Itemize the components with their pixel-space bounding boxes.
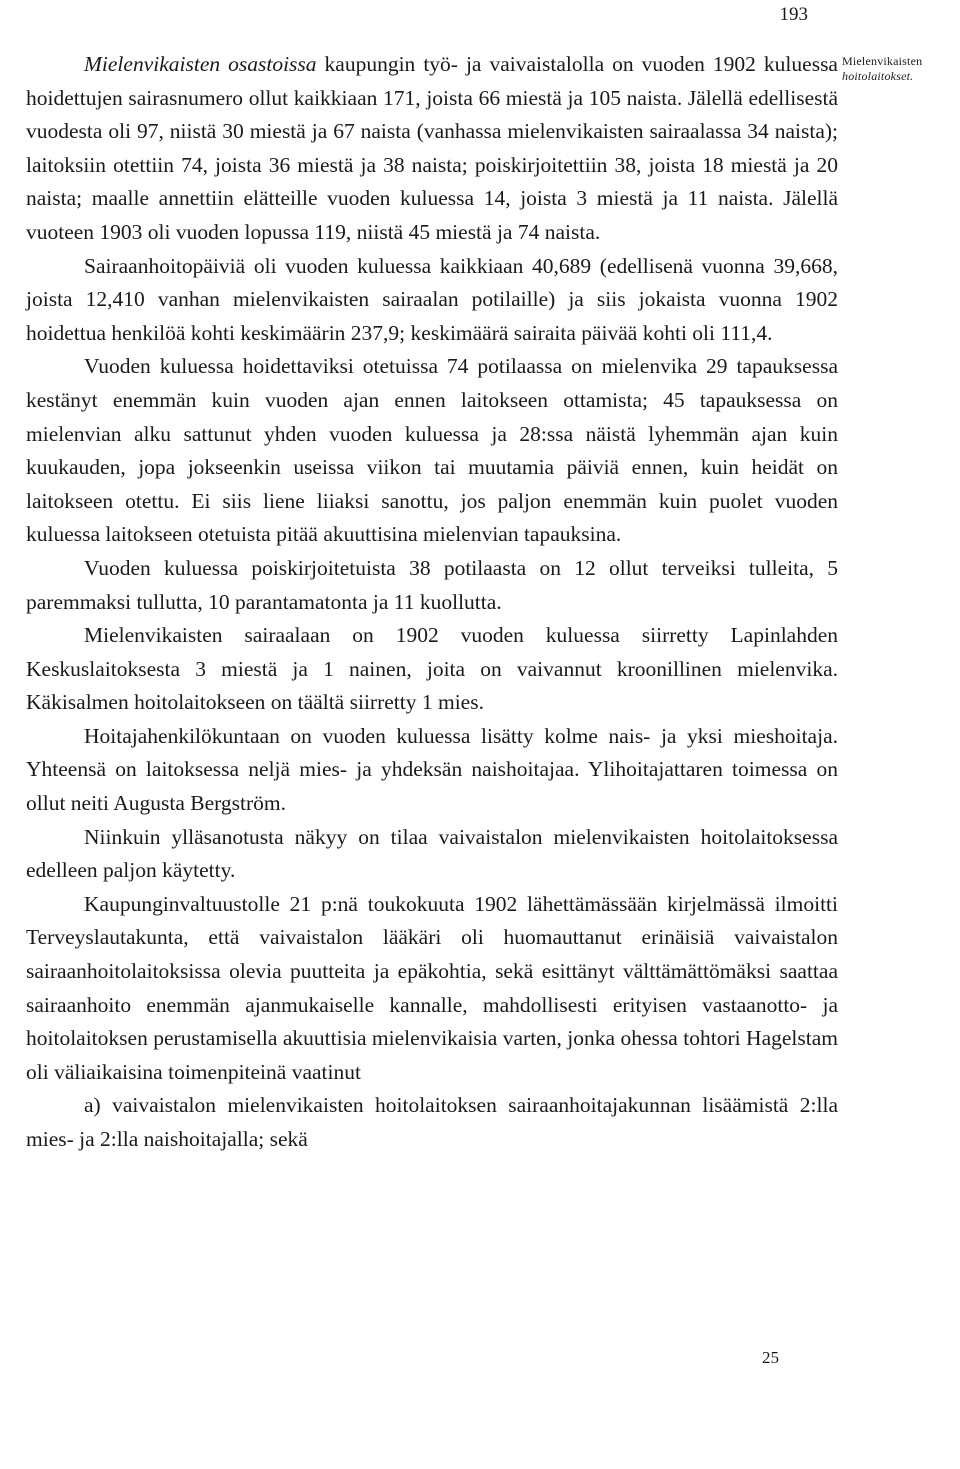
paragraph: Kaupunginvaltuustolle 21 p:nä toukokuuta 1902 lähettämässään kirjelmässä ilmoitti Terveyslautakunta, että vaivaistalon lääkäri oli huomauttanut erinäisiä vaivaistalon sairaanhoitolaitoksissa olevia puutteita ja epäkohtia, sekä esittänyt välttämättömäksi saattaa sairaanhoito enemmän ajanmukaiselle kannalle, mahdollisesti erityisen vastaanotto- ja hoitolaitoksen perustamisella akuuttisia mielenvikaisia varten, jonka ohessa tohtori Hagelstam oli väliaikaisina toimenpiteinä vaatinut [26,891,838,1084]
paragraph-lead: Mielenvikaisten osastoissa [84,52,317,76]
paragraph: Niinkuin ylläsanotusta näkyy on tilaa vaivaistalon mielenvikaisten hoitolaitoksessa edelleen paljon käytetty. [26,824,838,883]
paragraph: Vuoden kuluessa hoidettaviksi otetuissa 74 potilaassa on mielenvika 29 tapauksessa kestänyt enemmän kuin vuoden ajan ennen laitokseen ottamista; 45 tapauksessa on mielenvian alku sattunut yhden vuoden kuluessa ja 28:ssa näistä lyhemmän ajan kuin kuukauden, jopa jokseenkin useissa viikon tai muutamia päiviä ennen, kuin heidät on laitokseen otettu. Ei siis liene liiaksi sanottu, jos paljon enemmän kuin puolet vuoden kuluessa laitokseen otetuista pitää akuuttisina mielenvian tapauksina. [26,354,838,547]
page-number: 193 [779,4,808,25]
margin-note-line-1: Mielenvikaisten [842,54,923,68]
paragraph-text: kaupungin työ- ja vaivaistalolla on vuoden 1902 kuluessa hoidettujen sairasnumero ollut kaikkiaan 171, joista 66 miestä ja 105 naista. Jälellä edellisestä vuodesta oli 97, niistä 30 miestä ja 67 naista (vanhassa mielenvikaisten sairaalassa 34 naista); laitoksiin otettiin 74, joista 36 miestä ja 38 naista; poiskirjoitettiin 38, joista 18 miestä ja 20 naista; maalle annettiin elätteille vuoden kuluessa 14, joista 3 miestä ja 11 naista. Jälellä vuoteen 1903 oli vuoden lopussa 119, niistä 45 miestä ja 74 naista. [26,52,838,244]
margin-note-line-2: hoitolaitokset. [842,69,914,83]
paragraph: a) vaivaistalon mielenvikaisten hoitolaitoksen sairaanhoitajakunnan lisäämistä 2:lla mies- ja 2:lla naishoitajalla; sekä [26,1093,838,1151]
paragraph: Sairaanhoitopäiviä oli vuoden kuluessa kaikkiaan 40,689 (edellisenä vuonna 39,668, joista 12,410 vanhan mielenvikaisten sairaalan potilaille) ja siis jokaista vuonna 1902 hoidettua henkilöä kohti keskimäärin 237,9; keskimäärä sairaita päivää kohti oli 111,4. [26,253,838,345]
margin-note [842,54,960,84]
paragraph: Mielenvikaisten sairaalaan on 1902 vuoden kuluessa siirretty Lapinlahden Keskuslaitoksesta 3 miestä ja 1 nainen, joita on vaivannut kroonillinen mielenvika. Käkisalmen hoitolaitokseen on täältä siirretty 1 mies. [26,623,838,715]
paragraph: Vuoden kuluessa poiskirjoitetuista 38 potilaasta on 12 ollut terveiksi tulleita, 5 paremmaksi tullutta, 10 parantamatonta ja 11 kuollutta. [26,555,838,614]
signature-mark: 25 [762,1348,779,1367]
paragraph [26,48,838,250]
body-text [26,48,838,1157]
paragraph: Hoitajahenkilökuntaan on vuoden kuluessa lisätty kolme nais- ja yksi mieshoitaja. Yhteensä on laitoksessa neljä mies- ja yhdeksän naishoitajaa. Ylihoitajattaren toimessa on ollut neiti Augusta Bergström. [26,723,838,816]
